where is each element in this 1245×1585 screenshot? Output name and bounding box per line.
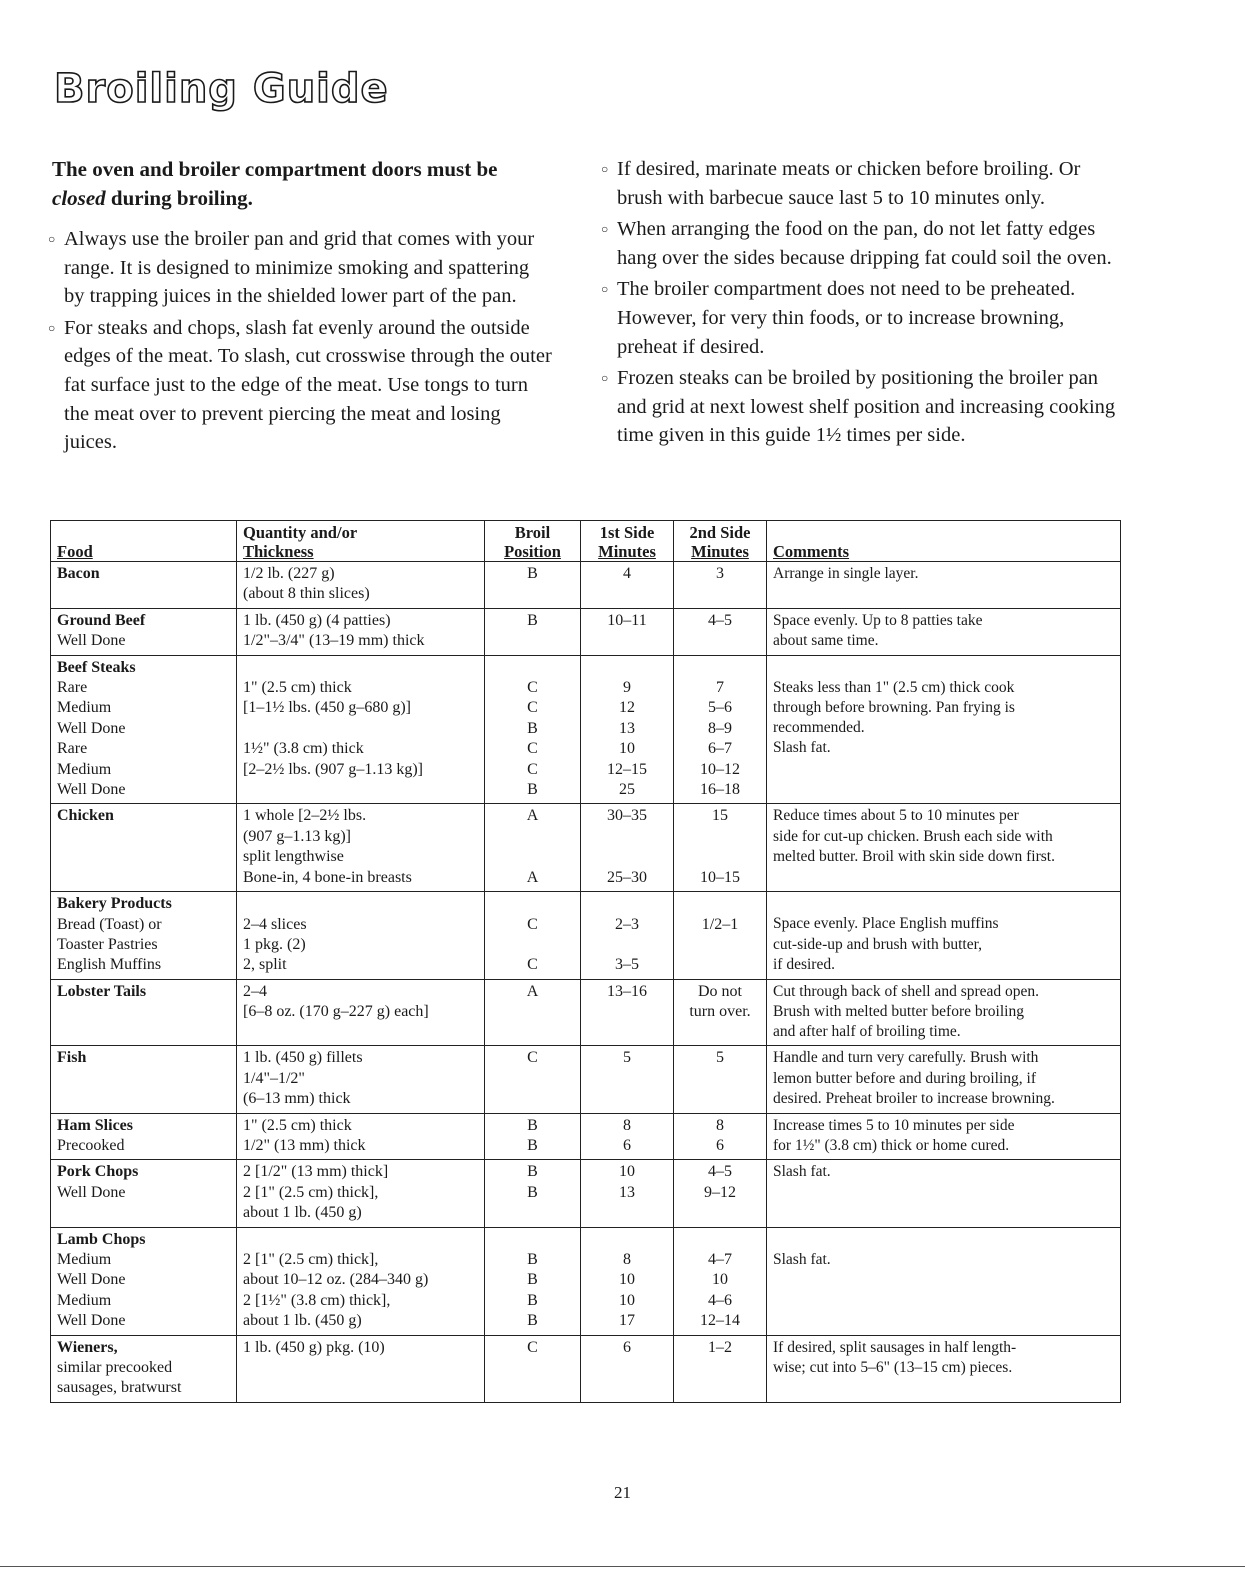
cell-food: Bakery Products Bread (Toast) or Toaster Pastries English Muffins	[51, 892, 237, 980]
bullet-text: Frozen steaks can be broiled by positioning the broiler pan and grid at next lowest shelf position and increasing cooking time given in this guide 1½ times per side.	[617, 367, 1116, 447]
cell-quantity: 1 lb. (450 g) (4 patties) 1/2"–3/4" (13–19 mm) thick	[237, 608, 485, 655]
cell-food: Lobster Tails	[51, 979, 237, 1046]
cell-quantity: 2 [1/2" (13 mm) thick] 2 [1" (2.5 cm) thick], about 1 lb. (450 g)	[237, 1160, 485, 1227]
table-row	[51, 1227, 1121, 1335]
cell-first-side: 2–3 3–5	[581, 892, 674, 980]
cell-food: Ground Beef Well Done	[51, 608, 237, 655]
cell-food: Pork Chops Well Done	[51, 1160, 237, 1227]
table-row	[51, 892, 1121, 980]
bullet-text: Always use the broiler pan and grid that comes with your range. It is designed to minimize smoking and spattering by trapping juices in the shielded lower part of the pan.	[64, 228, 535, 308]
cell-first-side: 8 6	[581, 1113, 674, 1160]
intro-left-column	[48, 155, 552, 460]
cell-first-side: 4	[581, 562, 674, 609]
intro-right-column	[601, 155, 1125, 453]
table-row	[51, 1046, 1121, 1113]
table-row	[51, 562, 1121, 609]
cell-first-side: 5	[581, 1046, 674, 1113]
cell-quantity: 2–4 slices 1 pkg. (2) 2, split	[237, 892, 485, 980]
page-title: Broiling Guide	[54, 66, 389, 112]
cell-quantity: 1 lb. (450 g) fillets 1/4"–1/2" (6–13 mm) thick	[237, 1046, 485, 1113]
lead-italic-text: closed	[52, 186, 106, 210]
cell-first-side: 10–11	[581, 608, 674, 655]
intro-bullet	[48, 314, 552, 457]
cell-quantity: 1/2 lb. (227 g) (about 8 thin slices)	[237, 562, 485, 609]
cell-second-side: 15 10–15	[674, 804, 767, 892]
cell-second-side: 3	[674, 562, 767, 609]
table-row	[51, 1335, 1121, 1402]
cell-second-side: 1–2	[674, 1335, 767, 1402]
bullet-icon: ○	[601, 371, 609, 386]
cell-broil-position: C C	[485, 892, 581, 980]
cell-second-side: 1/2–1	[674, 892, 767, 980]
header-quantity: Quantity and/or Thickness	[237, 521, 485, 562]
intro-bullet	[601, 215, 1125, 272]
cell-broil-position: B B	[485, 1160, 581, 1227]
cell-food: Bacon	[51, 562, 237, 609]
cell-comments: Reduce times about 5 to 10 minutes per side for cut-up chicken. Brush each side with melted butter. Broil with skin side down first.	[767, 804, 1121, 892]
bullet-icon: ○	[601, 162, 609, 176]
cell-first-side: 9 12 13 10 12–15 25	[581, 655, 674, 804]
cell-quantity: 2–4 [6–8 oz. (170 g–227 g) each]	[237, 979, 485, 1046]
table-body	[51, 562, 1121, 1403]
cell-broil-position: C C B C C B	[485, 655, 581, 804]
cell-comments: Handle and turn very carefully. Brush with lemon butter before and during broiling, if desired. Preheat broiler to increase browning.	[767, 1046, 1121, 1113]
cell-second-side: 8 6	[674, 1113, 767, 1160]
cell-second-side: 7 5–6 8–9 6–7 10–12 16–18	[674, 655, 767, 804]
table-row	[51, 608, 1121, 655]
cell-quantity: 1 lb. (450 g) pkg. (10)	[237, 1335, 485, 1402]
intro-bullet	[48, 225, 552, 311]
cell-first-side: 10 13	[581, 1160, 674, 1227]
cell-second-side: 4–5 9–12	[674, 1160, 767, 1227]
cell-broil-position: B	[485, 562, 581, 609]
cell-broil-position: B	[485, 608, 581, 655]
cell-quantity: 1" (2.5 cm) thick 1/2" (13 mm) thick	[237, 1113, 485, 1160]
cell-quantity: 1 whole [2–2½ lbs. (907 g–1.13 kg)] split lengthwise Bone-in, 4 bone-in breasts	[237, 804, 485, 892]
cell-food: Wieners, similar precooked sausages, bratwurst	[51, 1335, 237, 1402]
cell-first-side: 30–35 25–30	[581, 804, 674, 892]
cell-comments: Increase times 5 to 10 minutes per side for 1½" (3.8 cm) thick or home cured.	[767, 1113, 1121, 1160]
cell-first-side: 6	[581, 1335, 674, 1402]
cell-quantity: 2 [1" (2.5 cm) thick], about 10–12 oz. (284–340 g) 2 [1½" (3.8 cm) thick], about 1 lb. (450 g)	[237, 1227, 485, 1335]
cell-broil-position: C	[485, 1335, 581, 1402]
cell-comments: Steaks less than 1" (2.5 cm) thick cook through before browning. Pan frying is recommended. Slash fat.	[767, 655, 1121, 804]
cell-second-side: 4–5	[674, 608, 767, 655]
bullet-icon: ○	[48, 232, 56, 246]
cell-broil-position: B B	[485, 1113, 581, 1160]
bullet-icon: ○	[48, 320, 56, 335]
cell-food: Ham Slices Precooked	[51, 1113, 237, 1160]
cell-food: Chicken	[51, 804, 237, 892]
cell-food: Lamb Chops Medium Well Done Medium Well Done	[51, 1227, 237, 1335]
cell-comments: Slash fat.	[767, 1160, 1121, 1227]
bottom-rule	[0, 1566, 1245, 1567]
cell-food: Beef Steaks Rare Medium Well Done Rare Medium Well Done	[51, 655, 237, 804]
header-second-side: 2nd Side Minutes	[674, 521, 767, 562]
bullet-text: If desired, marinate meats or chicken before broiling. Or brush with barbecue sauce last 5 to 10 minutes only.	[617, 158, 1081, 209]
cell-second-side: 4–7 10 4–6 12–14	[674, 1227, 767, 1335]
cell-food: Fish	[51, 1046, 237, 1113]
header-comments: Comments	[767, 521, 1121, 562]
intro-bullet	[601, 155, 1125, 212]
cell-broil-position: C	[485, 1046, 581, 1113]
broiling-table	[50, 520, 1121, 1403]
intro-lead	[52, 155, 552, 213]
cell-second-side: Do not turn over.	[674, 979, 767, 1046]
page-number: 21	[614, 1483, 631, 1502]
cell-second-side: 5	[674, 1046, 767, 1113]
bullet-text: The broiler compartment does not need to be preheated. However, for very thin foods, or to increase browning, preheat if desired.	[617, 278, 1076, 358]
cell-first-side: 13–16	[581, 979, 674, 1046]
cell-comments: Slash fat.	[767, 1227, 1121, 1335]
cell-comments: Space evenly. Place English muffins cut-side-up and brush with butter, if desired.	[767, 892, 1121, 980]
cell-comments: Space evenly. Up to 8 patties take about same time.	[767, 608, 1121, 655]
cell-quantity: 1" (2.5 cm) thick [1–1½ lbs. (450 g–680 g)] 1½" (3.8 cm) thick [2–2½ lbs. (907 g–1.13 kg)]	[237, 655, 485, 804]
header-broil-position: Broil Position	[485, 521, 581, 562]
intro-bullet	[601, 364, 1125, 450]
bullet-text: When arranging the food on the pan, do not let fatty edges hang over the sides because dripping fat could soil the oven.	[617, 218, 1112, 269]
table-row	[51, 804, 1121, 892]
intro-bullet	[601, 275, 1125, 361]
header-first-side: 1st Side Minutes	[581, 521, 674, 562]
header-food: Food	[51, 521, 237, 562]
lead-bold-text: The oven and broiler compartment doors must be	[52, 157, 498, 181]
cell-first-side: 8 10 10 17	[581, 1227, 674, 1335]
lead-tail-text: during broiling.	[105, 186, 253, 210]
cell-broil-position: A	[485, 979, 581, 1046]
bullet-text: For steaks and chops, slash fat evenly around the outside edges of the meat. To slash, cut crosswise through the outer fat surface just to the edge of the meat. Use tongs to turn the meat over to prevent piercing the meat and losing juices.	[64, 316, 552, 454]
cell-comments: Cut through back of shell and spread open. Brush with melted butter before broiling and after half of broiling time.	[767, 979, 1121, 1046]
table-header-row	[51, 521, 1121, 562]
table-row	[51, 979, 1121, 1046]
bullet-icon: ○	[601, 222, 609, 237]
table-row	[51, 1113, 1121, 1160]
table-row	[51, 1160, 1121, 1227]
cell-broil-position: B B B B	[485, 1227, 581, 1335]
table-row	[51, 655, 1121, 804]
bullet-icon: ○	[601, 282, 609, 297]
cell-broil-position: A A	[485, 804, 581, 892]
cell-comments: If desired, split sausages in half length- wise; cut into 5–6" (13–15 cm) pieces.	[767, 1335, 1121, 1402]
cell-comments: Arrange in single layer.	[767, 562, 1121, 609]
